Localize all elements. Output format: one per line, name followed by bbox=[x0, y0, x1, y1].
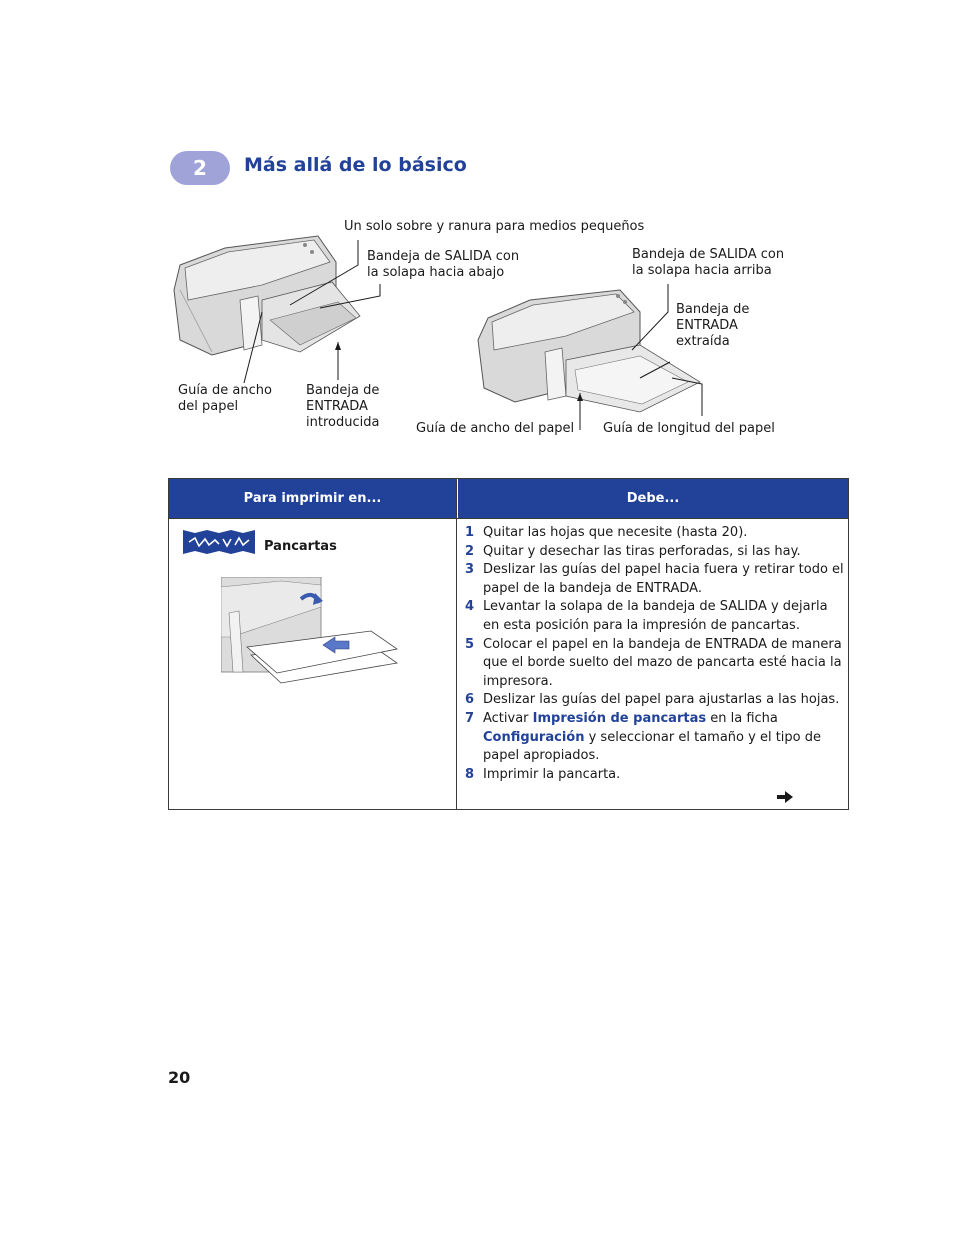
step-4 bbox=[465, 598, 845, 635]
left-printer-illustration bbox=[174, 236, 360, 355]
callout-paper-width-guide-left-line1: Guía de ancho bbox=[178, 383, 272, 398]
step-text: Quitar y desechar las tiras perforadas, si las hay. bbox=[483, 543, 801, 559]
callout-input-tray-out-line3: extraída bbox=[676, 334, 730, 349]
step-5 bbox=[465, 636, 845, 692]
callout-output-tray-up bbox=[632, 247, 784, 279]
callout-paper-width-guide-right: Guía de ancho del papel bbox=[416, 421, 575, 436]
callout-output-tray-down-line2: la solapa hacia abajo bbox=[367, 265, 505, 280]
step-text: Quitar las hojas que necesite (hasta 20). bbox=[483, 525, 748, 540]
table-header-must: Debe... bbox=[458, 479, 848, 518]
callout-output-tray-up-line2: la solapa hacia arriba bbox=[632, 263, 772, 278]
banner-printing-link[interactable]: Impresión de pancartas bbox=[532, 710, 707, 726]
step-text: Levantar la solapa de la bandeja de SALIDA y dejarla en esta posición para la impresión de pancartas. bbox=[483, 599, 828, 633]
step-text bbox=[483, 710, 845, 766]
step-7 bbox=[465, 710, 845, 766]
step-8 bbox=[465, 766, 845, 785]
step-number: 2 bbox=[465, 543, 475, 559]
instruction-table bbox=[168, 478, 849, 810]
step-text-post: y seleccionar el tamaño y el tipo de papel apropiados. bbox=[483, 729, 821, 764]
page-number: 20 bbox=[168, 1068, 191, 1087]
step-1 bbox=[465, 524, 845, 543]
callout-output-tray-down-line1: Bandeja de SALIDA con bbox=[367, 249, 520, 264]
step-number: 3 bbox=[465, 562, 475, 578]
row-divider bbox=[169, 518, 848, 519]
step-number: 1 bbox=[465, 525, 475, 540]
step-text: Deslizar las guías del papel para ajustarlas a las hojas. bbox=[483, 692, 840, 708]
step-text: Colocar el papel en la bandeja de ENTRADA de manera que el borde suelto del mazo de pancarta esté hacia la impresora. bbox=[483, 636, 842, 689]
continue-arrow-icon[interactable] bbox=[776, 790, 794, 804]
callout-input-tray-out-line2: ENTRADA bbox=[676, 318, 738, 333]
callout-input-tray-in-line3: introducida bbox=[306, 415, 380, 430]
callout-output-tray-up-line1: Bandeja de SALIDA con bbox=[632, 247, 785, 262]
banner-icon bbox=[181, 527, 257, 557]
step-text: Deslizar las guías del papel hacia fuera y retirar todo el papel de la bandeja de ENTRADA. bbox=[483, 562, 844, 596]
setup-tab-link[interactable]: Configuración bbox=[483, 729, 585, 745]
chapter-number-badge: 2 bbox=[170, 151, 230, 185]
step-2 bbox=[465, 543, 845, 562]
chapter-title: Más allá de lo básico bbox=[244, 154, 467, 176]
right-printer-illustration bbox=[478, 290, 700, 412]
banner-loading-illustration bbox=[221, 577, 403, 689]
callout-paper-width-guide-left bbox=[178, 383, 272, 415]
step-number: 8 bbox=[465, 766, 475, 782]
table-header-print-on: Para imprimir en... bbox=[169, 479, 456, 518]
callout-paper-length-guide: Guía de longitud del papel bbox=[603, 421, 775, 436]
step-text-pre: Activar bbox=[483, 710, 529, 726]
callout-input-tray-in bbox=[306, 383, 379, 431]
step-text-mid: en la ficha bbox=[710, 710, 778, 726]
step-number: 5 bbox=[465, 636, 475, 652]
steps-list bbox=[465, 524, 845, 784]
step-text: Imprimir la pancarta. bbox=[483, 766, 621, 782]
callout-envelope-slot: Un solo sobre y ranura para medios pequeños bbox=[344, 219, 645, 234]
callout-output-tray-down bbox=[367, 249, 519, 281]
callout-input-tray-in-line2: ENTRADA bbox=[306, 399, 368, 414]
callout-input-tray-out bbox=[676, 302, 749, 350]
step-number: 7 bbox=[465, 710, 475, 726]
step-number: 6 bbox=[465, 692, 475, 708]
callout-input-tray-out-line1: Bandeja de bbox=[676, 302, 750, 317]
task-title: Pancartas bbox=[264, 539, 337, 554]
column-divider bbox=[456, 479, 457, 809]
callout-input-tray-in-line1: Bandeja de bbox=[306, 383, 380, 398]
step-number: 4 bbox=[465, 599, 475, 615]
step-6 bbox=[465, 691, 845, 710]
step-3 bbox=[465, 561, 845, 598]
callout-paper-width-guide-left-line2: del papel bbox=[178, 399, 239, 414]
